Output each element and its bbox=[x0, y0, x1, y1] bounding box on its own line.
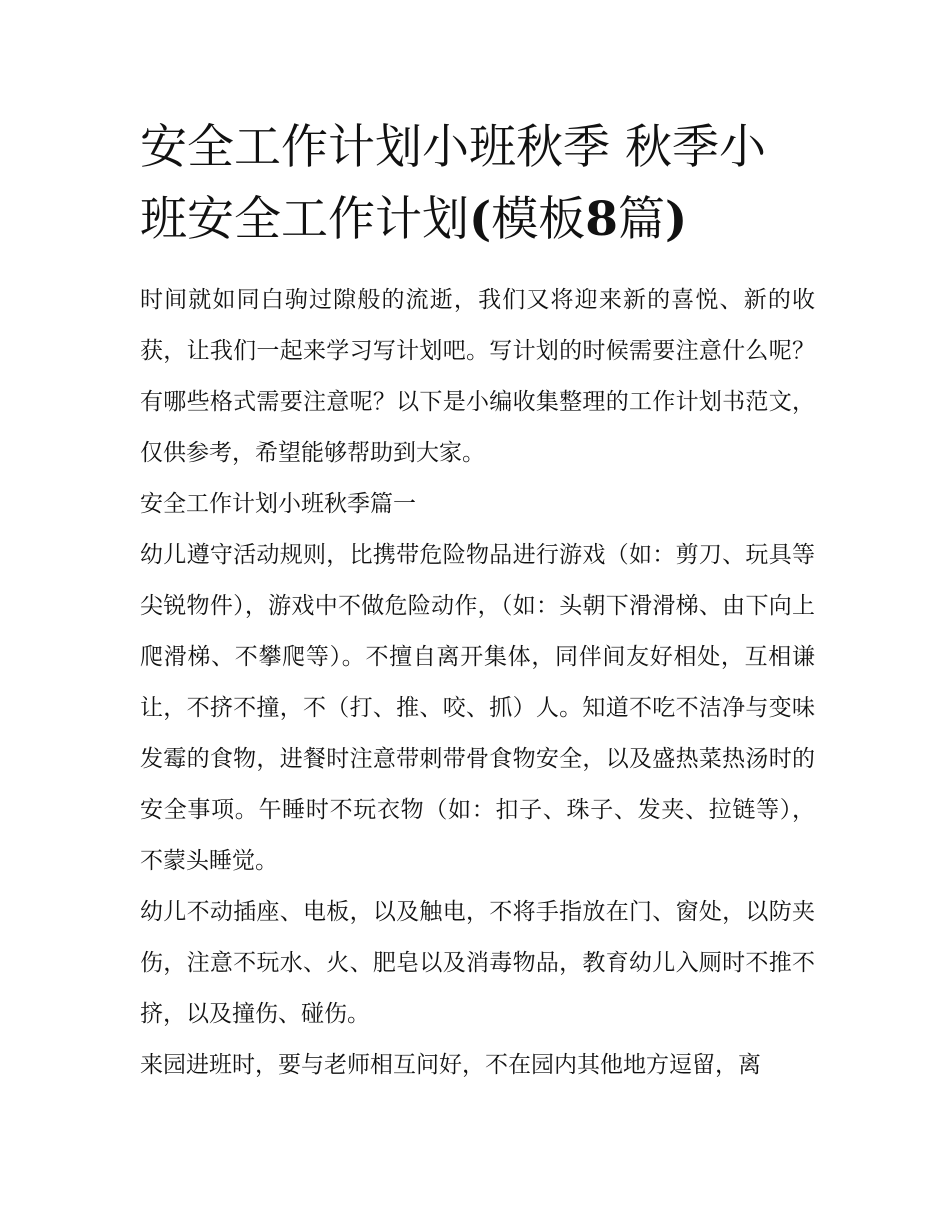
body-paragraph-3: 来园进班时，要与老师相互问好，不在园内其他地方逗留，离 bbox=[140, 1052, 761, 1078]
intro-paragraph: 时间就如同白驹过隙般的流逝，我们又将迎来新的喜悦、新的收获，让我们一起来学习写计划吧。写计划的时候需要注意什么呢？有哪些格式需要注意呢？以下是小编收集整理的工作计划书范文，仅供参考，希望能够帮助到大家。 bbox=[140, 287, 815, 466]
title-line-1: 安全工作计划小班秋季 秋季小 bbox=[140, 120, 766, 175]
document-title bbox=[140, 112, 820, 256]
document-body bbox=[140, 275, 815, 1091]
body-paragraph-2: 幼儿不动插座、电板，以及触电，不将手指放在门、窗处，以防夹伤，注意不玩水、火、肥皂以及消毒物品，教育幼儿入厕时不推不挤，以及撞伤、碰伤。 bbox=[140, 899, 815, 1027]
title-line-2: 班安全工作计划(模板8篇) bbox=[140, 192, 688, 247]
section-heading: 安全工作计划小班秋季篇一 bbox=[140, 491, 416, 517]
body-paragraph-1: 幼儿遵守活动规则，比携带危险物品进行游戏（如：剪刀、玩具等尖锐物件），游戏中不做危险动作，（如：头朝下滑滑梯、由下向上爬滑梯、不攀爬等）。不擅自离开集体，同伴间友好相处，互相谦让，不挤不撞，不（打、推、咬、抓）人。知道不吃不洁净与变味发霉的食物，进餐时注意带刺带骨食物安全，以及盛热菜热汤时的安全事项。午睡时不玩衣物（如：扣子、珠子、发夹、拉链等），不蒙头睡觉。 bbox=[140, 542, 815, 874]
